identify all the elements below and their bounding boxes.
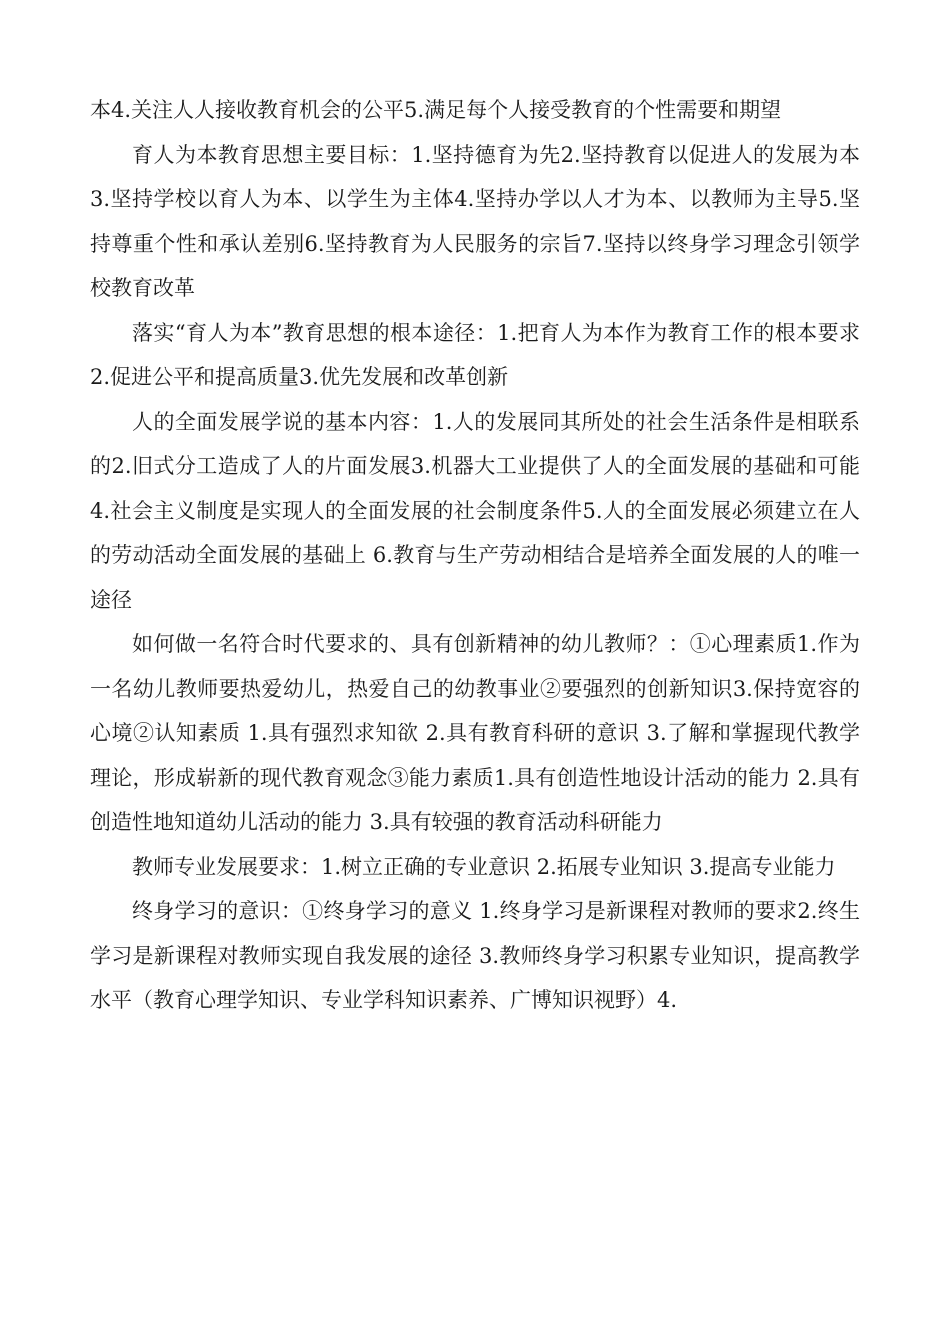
paragraph-2: 育人为本教育思想主要目标：1.坚持德育为先2.坚持教育以促进人的发展为本3.坚持学校以育人为本、以学生为主体4.坚持办学以人才为本、以教师为主导5.坚持尊重个性和承认差别6.坚持教育为人民服务的宗旨7.坚持以终身学习理念引领学校教育改革: [90, 142, 860, 300]
paragraph-6: 教师专业发展要求：1.树立正确的专业意识 2.拓展专业知识 3.提高专业能力: [132, 854, 836, 879]
paragraph-7: 终身学习的意识：①终身学习的意义 1.终身学习是新课程对教师的要求2.终生学习是新课程对教师实现自我发展的途径 3.教师终身学习积累专业知识，提高教学水平（教育心理学知识、专业学科知识素养、广博知识视野）4.: [90, 899, 860, 1012]
paragraph-1: 本4.关注人人接收教育机会的公平5.满足每个人接受教育的个性需要和期望: [90, 98, 782, 122]
document-page: [90, 88, 860, 1023]
paragraph-5: 如何做一名符合时代要求的、具有创新精神的幼儿教师？：①心理素质1.作为一名幼儿教师要热爱幼儿，热爱自己的幼教事业②要强烈的创新知识3.保持宽容的心境②认知素质 1.具有强烈求知欲 2.具有教育科研的意识 3.了解和掌握现代教学理论，形成崭新的现代教育观念③能力素质1.具有创造性地设计活动的能力 2.具有创造性地知道幼儿活动的能力 3.具有较强的教育活动科研能力: [90, 632, 860, 834]
paragraph-3: 落实“育人为本”教育思想的根本途径：1.把育人为本作为教育工作的根本要求2.促进公平和提高质量3.优先发展和改革创新: [90, 320, 860, 389]
paragraph-4: 人的全面发展学说的基本内容：1.人的发展同其所处的社会生活条件是相联系的2.旧式分工造成了人的片面发展3.机器大工业提供了人的全面发展的基础和可能4.社会主义制度是实现人的全面发展的社会制度条件5.人的全面发展必须建立在人的劳动活动全面发展的基础上 6.教育与生产劳动相结合是培养全面发展的人的唯一途径: [90, 409, 860, 612]
